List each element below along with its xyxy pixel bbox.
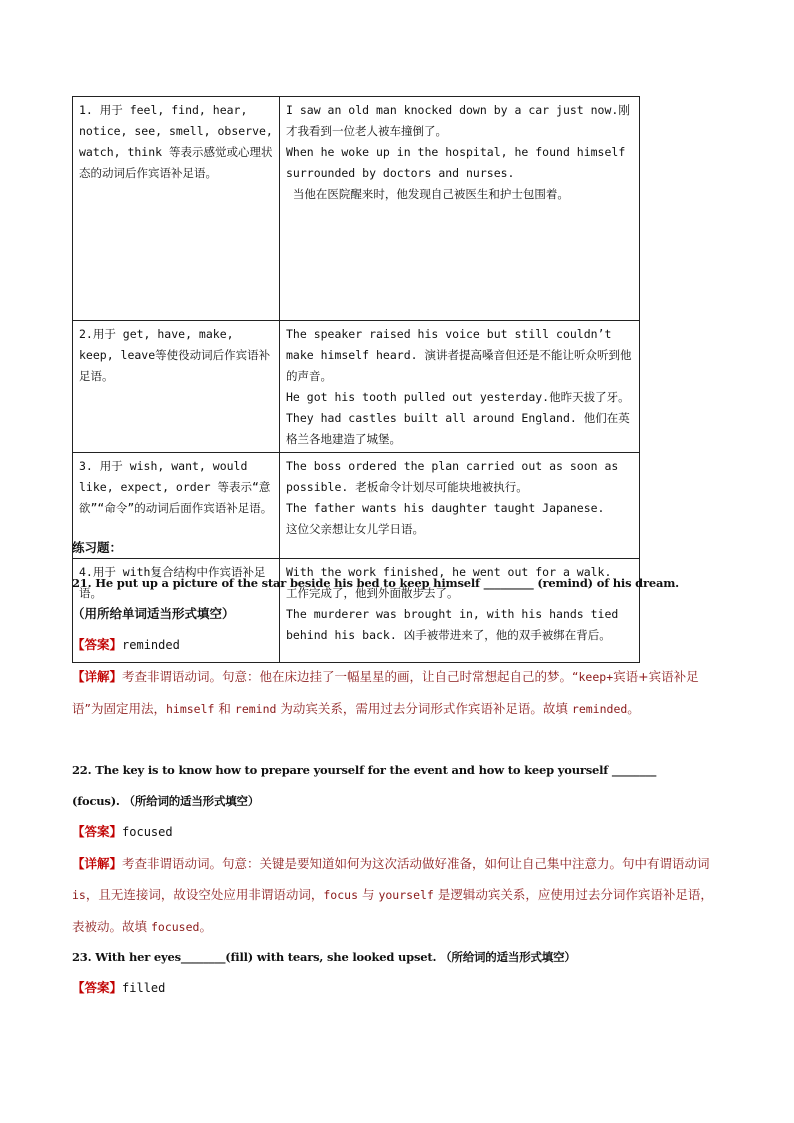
question-22: 22. The key is to know how to prepare yourself for the event and how to keep yourself ________ [72,763,657,777]
example-line: The murderer was brought in, with his hands tied behind his back. 凶手被带进来了，他的双手被绑在背后。 [286,607,619,642]
detail-22: 【详解】考查非谓语动词。句意：关键是要知道如何为这次活动做好准备，如何让自己集中注意力。句中有谓语动词 is，且无连接词，故设空处应用非谓语动词，focus 与 yourself 是逻辑动宾关系，应使用过去分词作宾语补足语，表被动。故填 focused。 [72,856,713,934]
example-line: When he woke up in the hospital, he found himself surrounded by doctors and nurses. [286,145,626,180]
usage-cell: 1. 用于 feel, find, hear, notice, see, smell, observe, watch, think 等表示感觉或心理状态的动词后作宾语补足语。 [73,97,280,321]
question-21-instruction: （用所给单词适当形式填空） [72,606,235,621]
exercise-heading: 练习题： [72,540,123,555]
example-line: 工作完成了，他到外面散步去了。 [286,586,459,600]
example-line: I saw an old man knocked down by a car just now.刚才我看到一位老人被车撞倒了。 [286,103,630,138]
example-line: 当他在医院醒来时，他发现自己被医生和护士包围着。 [286,187,569,201]
example-line: The father wants his daughter taught Japanese. [286,501,605,515]
detail-tag: 【详解】 [72,669,123,684]
answer-23 [72,977,732,999]
usage-cell: 2.用于 get, have, make, keep, leave等使役动词后作宾语补足语。 [73,321,280,453]
answer-tag: 【答案】 [72,824,123,839]
question-21: 21. He put up a picture of the star beside his bed to keep himself _________ (remind) of his dream. [72,576,679,590]
question-23: 23. With her eyes________(fill) with tears, she looked upset. （所给词的适当形式填空） [72,950,576,964]
example-line: 这位父亲想让女儿学日语。 [286,522,424,536]
answer-21 [72,634,732,656]
answer-value: filled [122,981,166,995]
answer-value: focused [122,825,173,839]
example-line: The boss ordered the plan carried out as soon as possible. 老板命令计划尽可能块地被执行。 [286,459,619,494]
answer-value: reminded [122,638,180,652]
detail-tag: 【详解】 [72,856,123,871]
example-line: The speaker raised his voice but still couldn’t make himself heard. 演讲者提高嗓音但还是不能让听众听到他的声音。 [286,327,632,383]
answer-tag: 【答案】 [72,980,123,995]
answer-22 [72,821,732,843]
example-line: They had castles built all around England. 他们在英格兰各地建造了城堡。 [286,411,630,446]
example-cell [280,97,640,321]
detail-21: 【详解】考查非谓语动词。句意：他在床边挂了一幅星星的画，让自己时常想起自己的梦。“keep+宾语+宾语补足语”为固定用法，himself 和 remind 为动宾关系，需用过去分词形式作宾语补足语。故填 reminded。 [72,669,699,716]
table-row [73,97,640,321]
usage-cell: 3. 用于 wish, want, would like, expect, order 等表示“意欲”“命令”的动词后面作宾语补足语。 [73,453,280,559]
answer-tag: 【答案】 [72,637,123,652]
example-line: He got his tooth pulled out yesterday.他昨天拔了牙。 [286,390,630,404]
table-row [73,321,640,453]
example-line: With the work finished, he went out for a walk. [286,565,612,579]
question-22-line2: (focus). （所给词的适当形式填空） [72,794,260,808]
usage-cell: 4.用于 with复合结构中作宾语补足语。 [73,559,280,663]
example-cell [280,321,640,453]
